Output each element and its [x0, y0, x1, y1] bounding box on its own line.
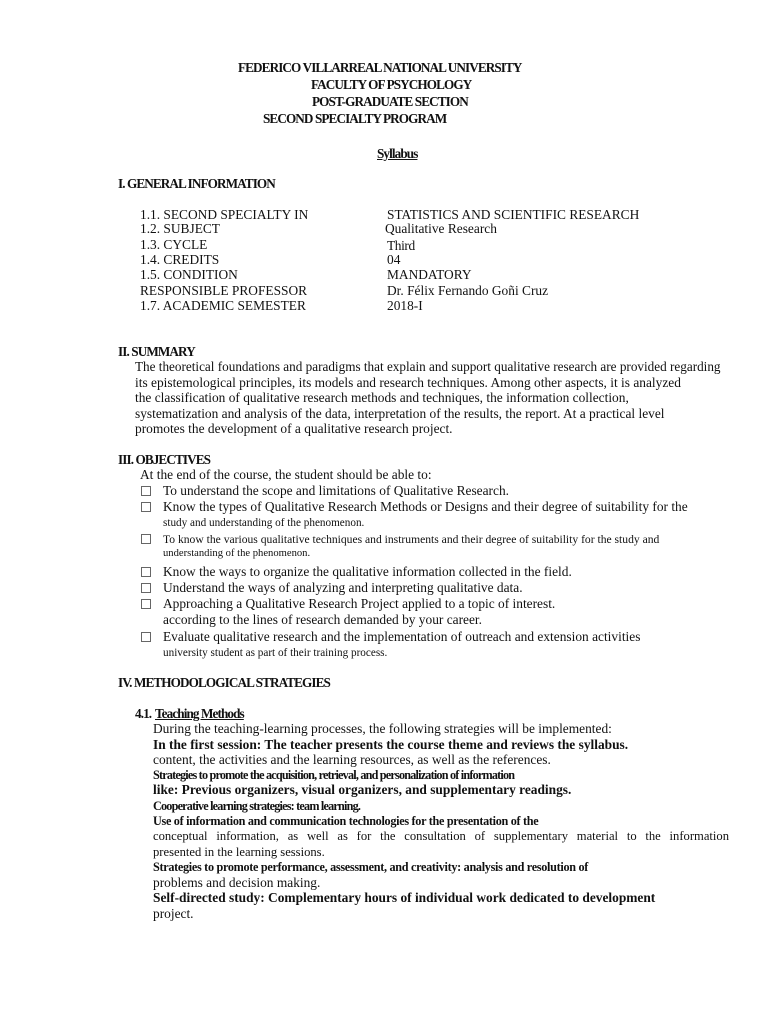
- objectives-heading: III. OBJECTIVES: [118, 452, 211, 467]
- methods-line: In the first session: The teacher presents the course theme and reviews the syllabus.: [153, 737, 629, 752]
- info-value: MANDATORY: [387, 267, 472, 282]
- methods-line: problems and decision making.: [153, 875, 321, 890]
- info-label: 1.1. SECOND SPECIALTY IN: [140, 207, 309, 222]
- summary-line: The theoretical foundations and paradigms that explain and support qualitative research are provided regarding: [135, 359, 721, 374]
- doc-title: Syllabus: [377, 146, 418, 161]
- methods-line: content, the activities and the learning resources, as well as the references.: [153, 752, 551, 767]
- bullet-box-icon: [141, 534, 151, 544]
- methods-sub-number: 4.1.: [135, 706, 152, 721]
- objective-item-cont: study and understanding of the phenomenon.: [163, 517, 365, 529]
- methods-line: Use of information and communication technologies for the presentation of the: [153, 814, 539, 828]
- university-name: FEDERICO VILLARREAL NATIONAL UNIVERSITY: [238, 60, 522, 75]
- objective-item-cont: according to the lines of research demanded by your career.: [163, 612, 483, 627]
- objectives-intro: At the end of the course, the student should be able to:: [140, 467, 432, 482]
- methods-line: Strategies to promote performance, assessment, and creativity: analysis and resolution of: [153, 860, 589, 874]
- methods-heading: IV. METHODOLOGICAL STRATEGIES: [118, 675, 330, 690]
- methods-line: presented in the learning sessions.: [153, 845, 325, 859]
- objective-item: Understand the ways of analyzing and interpreting qualitative data.: [163, 580, 523, 595]
- summary-heading: II. SUMMARY: [118, 344, 195, 359]
- summary-line: promotes the development of a qualitative research project.: [135, 421, 453, 436]
- bullet-box-icon: [141, 599, 151, 609]
- info-value: Qualitative Research: [385, 221, 497, 236]
- objective-item: Know the types of Qualitative Research Methods or Designs and their degree of suitability for the: [163, 499, 688, 514]
- objective-item: Approaching a Qualitative Research Project applied to a topic of interest.: [163, 596, 556, 611]
- objective-item: Know the ways to organize the qualitative information collected in the field.: [163, 564, 572, 579]
- methods-line: like: Previous organizers, visual organizers, and supplementary readings.: [153, 782, 572, 797]
- info-label: 1.5. CONDITION: [140, 267, 238, 282]
- objective-item-cont: university student as part of their training process.: [163, 647, 388, 659]
- methods-line: project.: [153, 906, 194, 921]
- section-name: POST-GRADUATE SECTION: [312, 94, 468, 109]
- info-value: Dr. Félix Fernando Goñi Cruz: [387, 283, 549, 298]
- objective-item: Evaluate qualitative research and the implementation of outreach and extension activities: [163, 629, 641, 644]
- objective-item-cont: understanding of the phenomenon.: [163, 548, 311, 559]
- info-label: 1.7. ACADEMIC SEMESTER: [140, 298, 306, 313]
- bullet-box-icon: [141, 502, 151, 512]
- faculty-name: FACULTY OF PSYCHOLOGY: [311, 77, 472, 92]
- bullet-box-icon: [141, 632, 151, 642]
- bullet-box-icon: [141, 486, 151, 496]
- info-label: 1.2. SUBJECT: [140, 221, 220, 236]
- methods-line: During the teaching-learning processes, the following strategies will be implemented:: [153, 721, 612, 736]
- methods-line: Self-directed study: Complementary hours of individual work dedicated to development: [153, 890, 656, 905]
- methods-line: Strategies to promote the acquisition, retrieval, and personalization of information: [153, 768, 515, 782]
- objective-item: To understand the scope and limitations of Qualitative Research.: [163, 483, 510, 498]
- methods-line: conceptual information, as well as for the consultation of supplementary material to the information: [153, 829, 729, 843]
- general-info-heading: I. GENERAL INFORMATION: [118, 176, 275, 191]
- bullet-box-icon: [141, 567, 151, 577]
- summary-line: its epistemological principles, its models and research techniques. Among other aspects, it is analyzed: [135, 375, 681, 390]
- methods-line: Cooperative learning strategies: team learning.: [153, 799, 361, 813]
- info-label: RESPONSIBLE PROFESSOR: [140, 283, 308, 298]
- info-value: 2018-I: [387, 298, 423, 313]
- info-label: 1.4. CREDITS: [140, 252, 220, 267]
- bullet-box-icon: [141, 583, 151, 593]
- summary-line: the classification of qualitative research methods and techniques, the information collection,: [135, 390, 629, 405]
- info-label: 1.3. CYCLE: [140, 237, 208, 252]
- summary-line: systematization and analysis of the data, interpretation of the results, the report. At a practical level: [135, 406, 665, 421]
- program-name: SECOND SPECIALTY PROGRAM: [263, 111, 447, 126]
- info-value: Third: [387, 238, 415, 253]
- methods-sub-title: Teaching Methods: [155, 706, 244, 721]
- info-value: 04: [387, 252, 401, 267]
- info-value: STATISTICS AND SCIENTIFIC RESEARCH: [387, 207, 640, 222]
- objective-item: To know the various qualitative techniques and instruments and their degree of suitability for the study and: [163, 533, 660, 546]
